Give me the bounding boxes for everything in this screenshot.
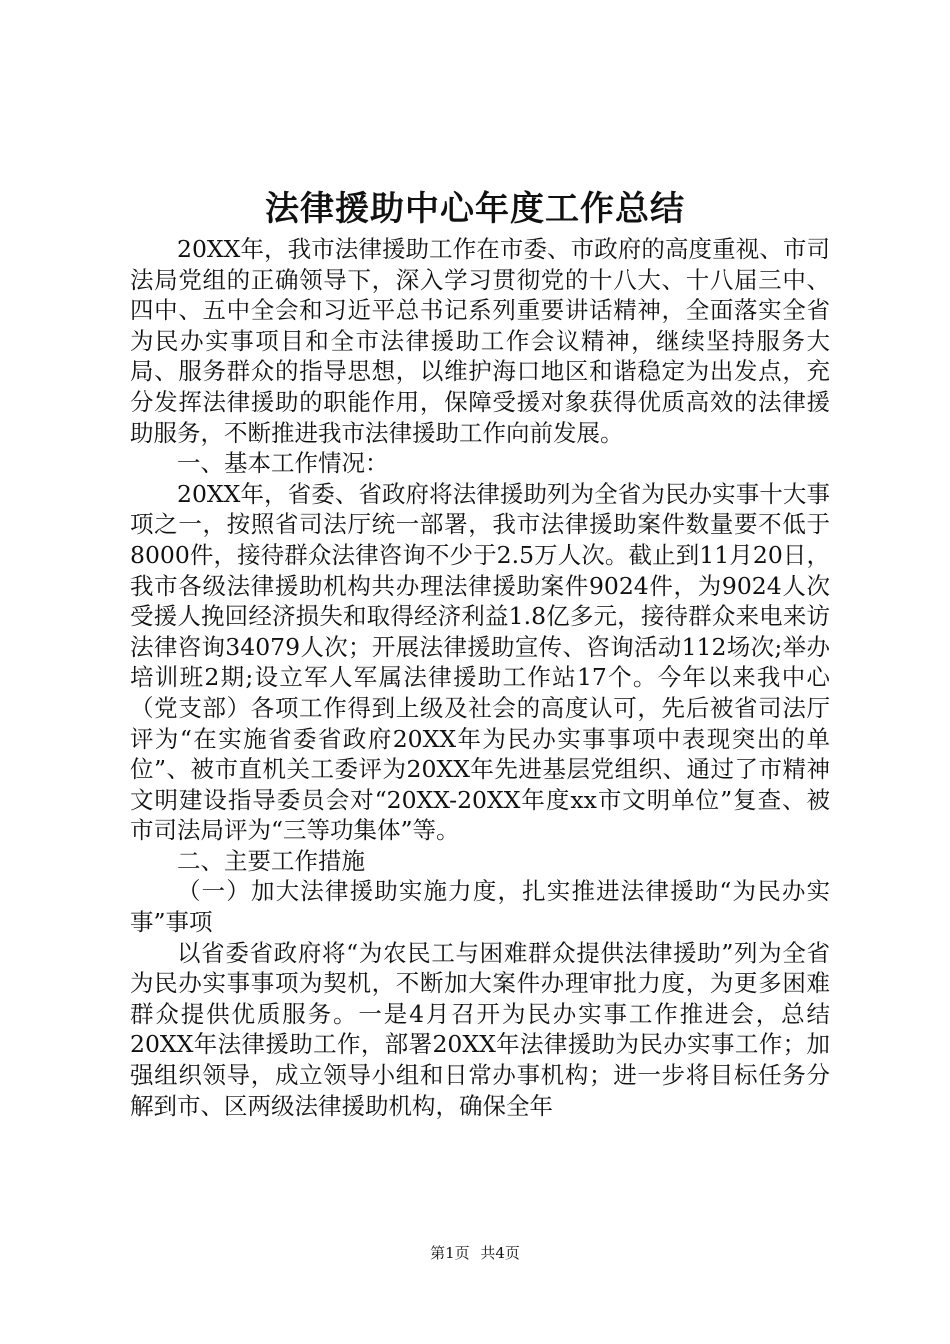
document-title: 法律援助中心年度工作总结	[265, 189, 685, 229]
paragraph-measure-1: 以省委省政府将“为农民工与困难群众提供法律援助”列为全省为民办实事事项为契机，不断加大案件办理审批力度，为更多困难群众提供优质服务。一是4月召开为民办实事工作推进会，总结20XX年法律援助工作，部署20XX年法律援助为民办实事工作；加强组织领导，成立领导小组和日常办事机构；进一步将目标任务分解到市、区两级法律援助机构，确保全年	[130, 938, 830, 1120]
document-body	[130, 234, 830, 1121]
page-number: 第1页	[430, 1244, 470, 1262]
paragraph-basic-situation: 20XX年，省委、省政府将法律援助列为全省为民办实事十大事项之一，按照省司法厅统一部署，我市法律援助案件数量要不低于8000件，接待群众法律咨询不少于2.5万人次。截止到11月20日，我市各级法律援助机构共办理法律援助案件9024件，为9024人次受援人挽回经济损失和取得经济利益1.8亿多元，接待群众来电来访法律咨询34079人次；开展法律援助宣传、咨询活动112场次;举办培训班2期;设立军人军属法律援助工作站17个。今年以来我中心（党支部）各项工作得到上级及社会的高度认可，先后被省司法厅评为“在实施省委省政府20XX年为民办实事事项中表现突出的单位”、被市直机关工委评为20XX年先进基层党组织、通过了市精神文明建设指导委员会对“20XX-20XX年度xx市文明单位”复查、被市司法局评为“三等功集体”等。	[130, 479, 830, 845]
page-footer	[0, 1243, 950, 1263]
paragraph-intro: 20XX年，我市法律援助工作在市委、市政府的高度重视、市司法局党组的正确领导下，深入学习贯彻党的十八大、十八届三中、四中、五中全会和习近平总书记系列重要讲话精神，全面落实全省为民办实事项目和全市法律援助工作会议精神，继续坚持服务大局、服务群众的指导思想，以维护海口地区和谐稳定为出发点，充分发挥法律援助的职能作用，保障受援对象获得优质高效的法律援助服务，不断推进我市法律援助工作向前发展。	[130, 235, 830, 447]
heading-basic-situation: 一、基本工作情况：	[177, 449, 389, 478]
page-total: 共4页	[480, 1244, 520, 1262]
heading-main-measures: 二、主要工作措施	[177, 846, 365, 875]
subheading-measure-1: （一）加大法律援助实施力度，扎实推进法律援助“为民办实事”事项	[130, 877, 830, 937]
